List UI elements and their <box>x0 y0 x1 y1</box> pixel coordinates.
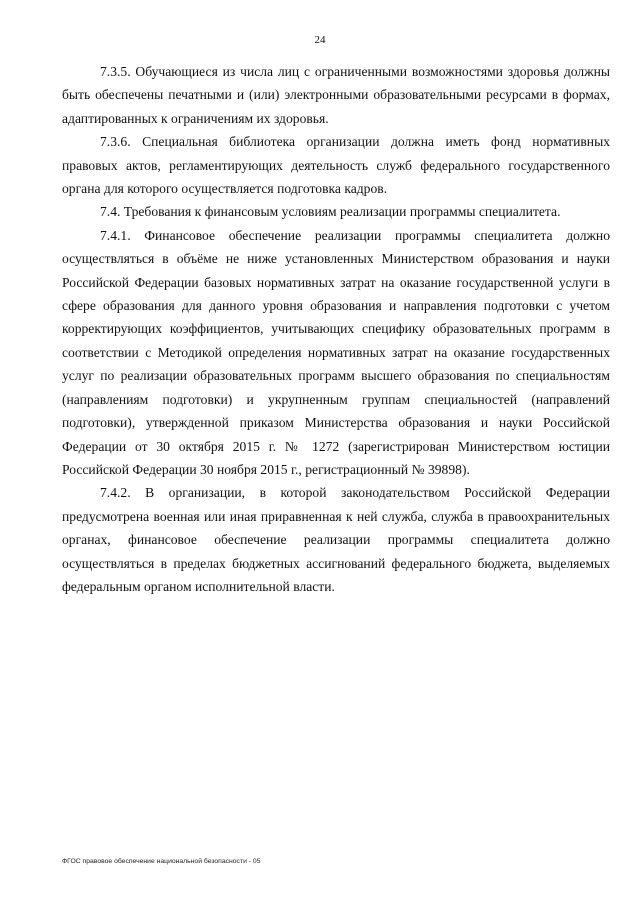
paragraph-7-4-2: 7.4.2. В организации, в которой законодательством Российской Федерации предусмотрена военная или иная приравненная к ней служба, служба в правоохранительных органах, финансовое обеспечение реализации программы специалитета должно осуществляться в пределах бюджетных ассигнований федерального бюджета, выделяемых федеральным органом исполнительной власти. <box>62 485 610 594</box>
document-body <box>62 60 610 598</box>
paragraph-7-3-6: 7.3.6. Специальная библиотека организации должна иметь фонд нормативных правовых актов, регламентирующих деятельность служб федерального государственного органа для которого осуществляется подготовка кадров. <box>62 134 610 197</box>
paragraph-7-3-5: 7.3.5. Обучающиеся из числа лиц с ограниченными возможностями здоровья должны быть обеспечены печатными и (или) электронными образовательными ресурсами в формах, адаптированных к ограничениям их здоровья. <box>62 64 610 126</box>
page-footer: ФГОС правовое обеспечение национальной безопасности - 05 <box>62 858 261 865</box>
page-number: 24 <box>314 34 326 46</box>
paragraph-7-4-1: 7.4.1. Финансовое обеспечение реализации программы специалитета должно осуществляться в объёме не ниже установленных Министерством образования и науки Российской Федерации базовых нормативных затрат на оказание государственной услуги в сфере образования для данного уровня образования и направления подготовки с учетом корректирующих коэффициентов, учитывающих специфику образовательных программ в соответствии с Методикой определения нормативных затрат на оказание государственных услуг по реализации образовательных программ высшего образования по специальностям (направлениям подготовки) и укрупненным группам специальностей (направлений подготовки), утвержденной приказом Министерства образования и науки Российской Федерации от 30 октября 2015 г. № 1272 (зарегистрирован Министерством юстиции Российской Федерации 30 ноября 2015 г., регистрационный № 39898). <box>62 227 610 477</box>
paragraph-7-4: 7.4. Требования к финансовым условиям реализации программы специалитета. <box>100 204 561 220</box>
